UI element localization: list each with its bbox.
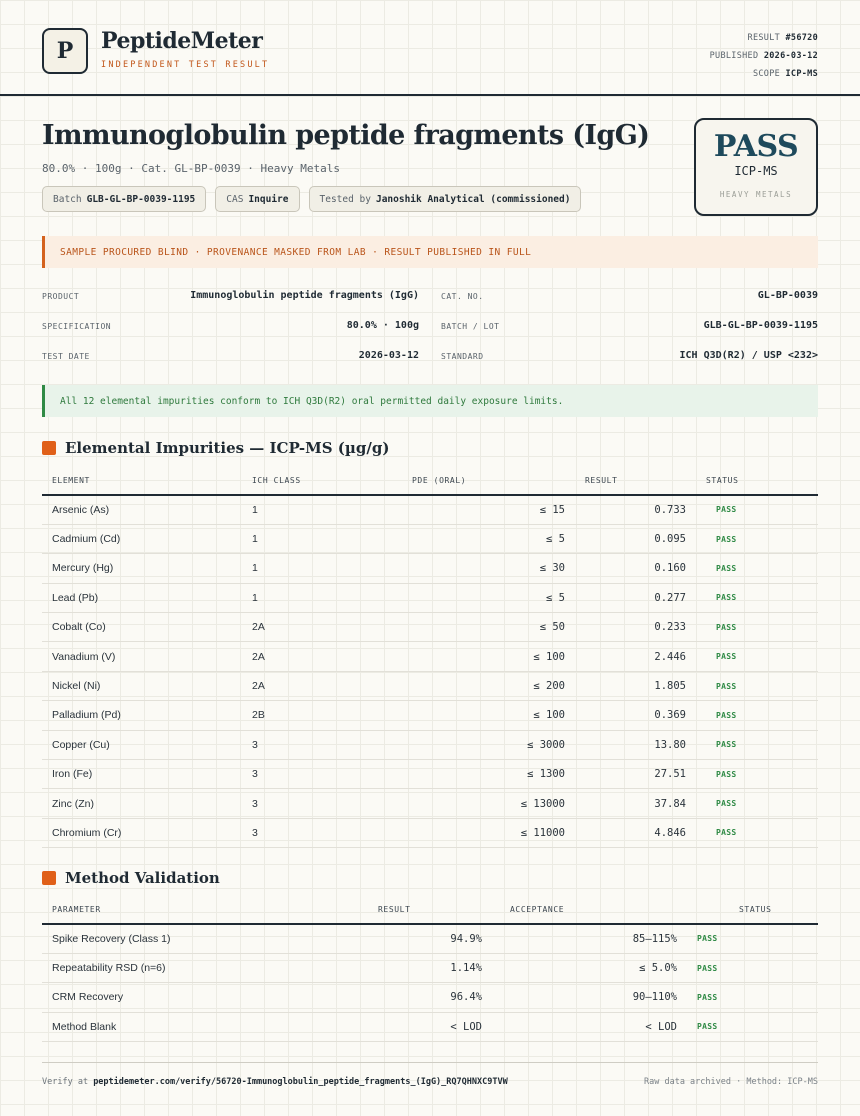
status-badge: PASS	[696, 818, 818, 847]
table-row	[42, 924, 818, 953]
status-badge: PASS	[687, 953, 818, 982]
parameter-name: CRM Recovery	[42, 983, 292, 1012]
pde-limit: ≤ 100	[402, 642, 575, 671]
impurities-table	[42, 467, 818, 848]
column-header: PARAMETER	[42, 896, 292, 924]
table-row	[42, 495, 818, 524]
pde-limit: ≤ 15	[402, 495, 575, 524]
element-name: Palladium (Pd)	[42, 701, 242, 730]
ich-class: 1	[242, 583, 402, 612]
pde-limit: ≤ 3000	[402, 730, 575, 759]
table-row	[42, 642, 818, 671]
element-name: Arsenic (As)	[42, 495, 242, 524]
ich-class: 3	[242, 730, 402, 759]
table-row	[42, 760, 818, 789]
batch-chip	[42, 186, 206, 212]
result-value: 0.233	[575, 613, 696, 642]
ich-class: 2A	[242, 671, 402, 700]
section-marker-icon	[42, 871, 56, 885]
ich-class: 2A	[242, 642, 402, 671]
element-name: Mercury (Hg)	[42, 554, 242, 583]
product-subtitle: 80.0% · 100g · Cat. GL-BP-0039 · Heavy Metals	[42, 162, 341, 175]
section-marker-icon	[42, 441, 56, 455]
table-row	[42, 583, 818, 612]
result-value: 0.160	[575, 554, 696, 583]
spec-label: SPECIFICATION	[42, 322, 112, 331]
cas-chip	[215, 186, 299, 212]
result-value: 1.805	[575, 671, 696, 700]
column-header: RESULT	[292, 896, 492, 924]
ich-class: 2A	[242, 613, 402, 642]
pde-limit: ≤ 1300	[402, 760, 575, 789]
chip-label: Tested by	[319, 193, 371, 205]
result-value: 4.846	[575, 818, 696, 847]
footer-divider	[42, 1062, 818, 1063]
product-chips	[42, 186, 581, 212]
table-row	[42, 953, 818, 982]
result-value: 0.277	[575, 583, 696, 612]
status-badge: PASS	[696, 671, 818, 700]
parameter-name: Repeatability RSD (n=6)	[42, 953, 292, 982]
published-date: 2026-03-12	[763, 51, 818, 61]
validation-section-title	[42, 869, 220, 887]
impurities-section-title	[42, 439, 389, 457]
result-value: 13.80	[575, 730, 696, 759]
status-badge: PASS	[696, 789, 818, 818]
acceptance-range: ≤ 5.0%	[492, 953, 687, 982]
status-badge: PASS	[696, 730, 818, 759]
product-value: Immunoglobulin peptide fragments (IgG)	[190, 290, 419, 301]
result-label: RESULT	[747, 33, 781, 43]
test-date-value: 2026-03-12	[358, 350, 419, 361]
status-badge: PASS	[696, 495, 818, 524]
result-value: 0.095	[575, 524, 696, 553]
table-row	[42, 613, 818, 642]
column-header: RESULT	[575, 467, 696, 495]
table-row	[42, 671, 818, 700]
pde-limit: ≤ 30	[402, 554, 575, 583]
parameter-result: 1.14%	[292, 953, 492, 982]
status-badge: PASS	[687, 983, 818, 1012]
pde-limit: ≤ 13000	[402, 789, 575, 818]
result-value: 27.51	[575, 760, 696, 789]
procurement-notice: SAMPLE PROCURED BLIND · PROVENANCE MASKED FROM LAB · RESULT PUBLISHED IN FULL	[42, 236, 818, 268]
element-name: Cobalt (Co)	[42, 613, 242, 642]
status-badge: PASS	[696, 613, 818, 642]
table-header-row	[42, 467, 818, 495]
column-header: ELEMENT	[42, 467, 242, 495]
status-badge: PASS	[696, 701, 818, 730]
result-number: #56720	[785, 33, 818, 43]
result-value: 37.84	[575, 789, 696, 818]
element-name: Lead (Pb)	[42, 583, 242, 612]
table-row	[42, 1012, 818, 1041]
chip-value: GLB-GL-BP-0039-1195	[86, 193, 196, 205]
chip-label: Batch	[53, 193, 82, 205]
ich-class: 3	[242, 789, 402, 818]
tested-by-chip	[309, 186, 582, 212]
scope-value: ICP-MS	[785, 69, 818, 79]
ich-class: 1	[242, 524, 402, 553]
validation-table	[42, 896, 818, 1042]
pde-limit: ≤ 200	[402, 671, 575, 700]
status-badge: PASS	[696, 760, 818, 789]
table-row	[42, 983, 818, 1012]
result-value: 0.369	[575, 701, 696, 730]
report-meta	[710, 29, 818, 83]
verdict-stamp	[694, 118, 818, 216]
status-badge: PASS	[687, 924, 818, 953]
parameter-name: Spike Recovery (Class 1)	[42, 924, 292, 953]
status-badge: PASS	[696, 524, 818, 553]
acceptance-range: 85–115%	[492, 924, 687, 953]
table-row	[42, 524, 818, 553]
table-header-row	[42, 896, 818, 924]
result-value: 2.446	[575, 642, 696, 671]
verify-text	[42, 1077, 508, 1087]
standard-value: ICH Q3D(R2) / USP <232>	[679, 350, 818, 361]
scope-label: SCOPE	[752, 69, 781, 79]
parameter-result: 96.4%	[292, 983, 492, 1012]
report-header	[0, 0, 860, 96]
pde-limit: ≤ 11000	[402, 818, 575, 847]
table-row	[42, 701, 818, 730]
verdict-method: ICP-MS	[734, 164, 778, 178]
table-row	[42, 818, 818, 847]
cat-value: GL-BP-0039	[757, 290, 818, 301]
spec-value: 80.0% · 100g	[346, 320, 419, 331]
status-badge: PASS	[696, 642, 818, 671]
element-name: Copper (Cu)	[42, 730, 242, 759]
element-name: Zinc (Zn)	[42, 789, 242, 818]
verify-prefix: Verify at	[42, 1077, 89, 1087]
ich-class: 1	[242, 554, 402, 583]
element-name: Nickel (Ni)	[42, 671, 242, 700]
status-badge: PASS	[696, 554, 818, 583]
parameter-name: Method Blank	[42, 1012, 292, 1041]
ich-class: 3	[242, 760, 402, 789]
batch-value: GLB-GL-BP-0039-1195	[703, 320, 818, 331]
column-header: ACCEPTANCE	[492, 896, 687, 924]
ich-class: 2B	[242, 701, 402, 730]
column-header: PDE (ORAL)	[402, 467, 575, 495]
result-value: 0.733	[575, 495, 696, 524]
acceptance-range: 90–110%	[492, 983, 687, 1012]
element-name: Chromium (Cr)	[42, 818, 242, 847]
brand-name: PeptideMeter	[101, 28, 263, 54]
element-name: Vanadium (V)	[42, 642, 242, 671]
ich-class: 3	[242, 818, 402, 847]
parameter-result: 94.9%	[292, 924, 492, 953]
table-row	[42, 730, 818, 759]
element-name: Iron (Fe)	[42, 760, 242, 789]
cat-label: CAT. NO.	[441, 292, 484, 301]
impurities-heading: Elemental Impurities — ICP-MS (µg/g)	[65, 439, 390, 457]
chip-value: Janoshik Analytical (commissioned)	[375, 193, 571, 205]
column-header: STATUS	[687, 896, 818, 924]
product-label: PRODUCT	[42, 292, 80, 301]
column-header: ICH CLASS	[242, 467, 402, 495]
verdict-category: HEAVY METALS	[719, 190, 793, 199]
acceptance-range: < LOD	[492, 1012, 687, 1041]
element-name: Cadmium (Cd)	[42, 524, 242, 553]
parameter-result: < LOD	[292, 1012, 492, 1041]
footer-note: Raw data archived · Method: ICP-MS	[644, 1077, 818, 1087]
page-title: Immunoglobulin peptide fragments (IgG)	[42, 120, 650, 151]
verify-link[interactable]: peptidemeter.com/verify/56720-Immunoglobulin_peptide_fragments_(IgG)_RQ7QHNXC9TVW	[93, 1077, 508, 1087]
table-row	[42, 554, 818, 583]
verdict-status: PASS	[713, 129, 799, 164]
brand-subtitle: INDEPENDENT TEST RESULT	[101, 60, 270, 70]
pde-limit: ≤ 5	[402, 524, 575, 553]
pde-limit: ≤ 100	[402, 701, 575, 730]
standard-label: STANDARD	[441, 352, 484, 361]
column-header: STATUS	[696, 467, 818, 495]
table-row	[42, 789, 818, 818]
conformance-banner: All 12 elemental impurities conform to ICH Q3D(R2) oral permitted daily exposure limits.	[42, 385, 818, 417]
status-badge: PASS	[687, 1012, 818, 1041]
pde-limit: ≤ 5	[402, 583, 575, 612]
test-date-label: TEST DATE	[42, 352, 90, 361]
brand-logo: P	[42, 28, 88, 74]
published-label: PUBLISHED	[709, 51, 759, 61]
ich-class: 1	[242, 495, 402, 524]
pde-limit: ≤ 50	[402, 613, 575, 642]
batch-label: BATCH / LOT	[441, 322, 500, 331]
validation-heading: Method Validation	[65, 869, 220, 887]
chip-value: Inquire	[248, 193, 289, 205]
status-badge: PASS	[696, 583, 818, 612]
chip-label: CAS	[226, 193, 244, 205]
